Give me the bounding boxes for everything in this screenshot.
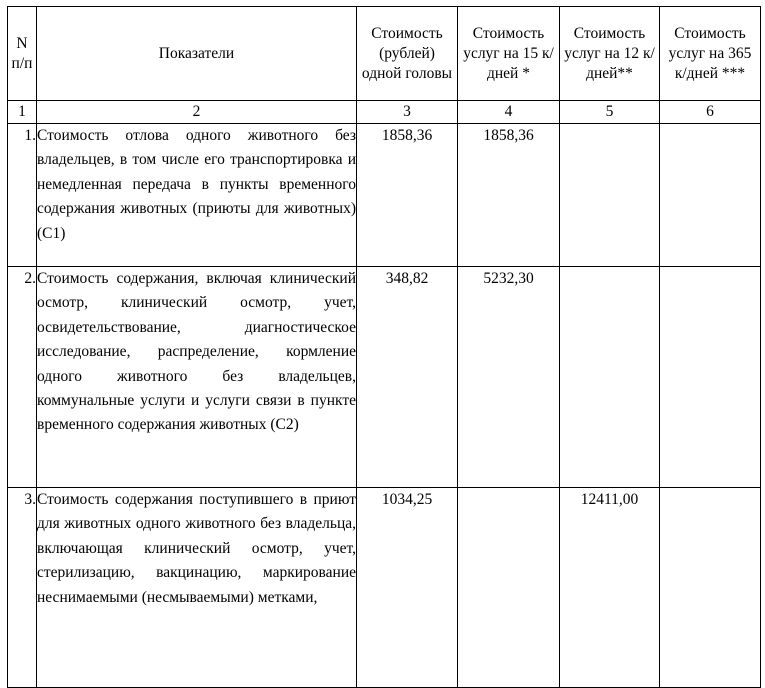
header-cost-365-days: Стоимость услуг на 365 к/дней *** [660,7,761,101]
cost-per-head-value: 348,82 [357,267,458,488]
header-num: N п/п [8,7,37,101]
column-number: 5 [560,101,660,124]
table-row [8,124,761,267]
header-cost-12-days: Стоимость услуг на 12 к/ дней** [560,7,660,101]
column-number: 6 [660,101,761,124]
table-row [8,267,761,488]
row-number: 3. [8,488,37,688]
row-description: Стоимость содержания поступившего в приют для животных одного животного без владельца, включающая клинический осмотр, учет, стерилизацию, вакцинацию, маркирование неснимаемыми (несмываемыми) метками, [37,488,357,688]
column-number: 1 [8,101,37,124]
row-number: 1. [8,124,37,267]
cost-365-days-value [660,488,761,688]
column-numbers-row [8,101,761,124]
cost-per-head-value: 1034,25 [357,488,458,688]
row-description: Стоимость отлова одного животного без владельцев, в том числе его транспортировка и немедленная передача в пункты временного содержания животных (приюты для животных) (С1) [37,124,357,267]
header-indicators: Показатели [37,7,357,101]
header-cost-15-days: Стоимость услуг на 15 к/дней * [458,7,560,101]
header-cost-per-head: Стоимость (рублей) одной головы [357,7,458,101]
cost-15-days-value: 1858,36 [458,124,560,267]
column-number: 4 [458,101,560,124]
row-description: Стоимость содержания, включая клинический осмотр, клинический осмотр, учет, освидетельствование, диагностическое исследование, распределение, кормление одного животного без владельцев, коммунальные услуги и услуги связи в пункте временного содержания животных (С2) [37,267,357,488]
cost-365-days-value [660,124,761,267]
column-number: 2 [37,101,357,124]
table-header-row [8,7,761,101]
cost-365-days-value [660,267,761,488]
cost-12-days-value: 12411,00 [560,488,660,688]
table-row [8,488,761,688]
cost-15-days-value: 5232,30 [458,267,560,488]
column-number: 3 [357,101,458,124]
cost-per-head-value: 1858,36 [357,124,458,267]
cost-15-days-value [458,488,560,688]
cost-table [7,6,761,688]
cost-12-days-value [560,124,660,267]
row-number: 2. [8,267,37,488]
cost-12-days-value [560,267,660,488]
